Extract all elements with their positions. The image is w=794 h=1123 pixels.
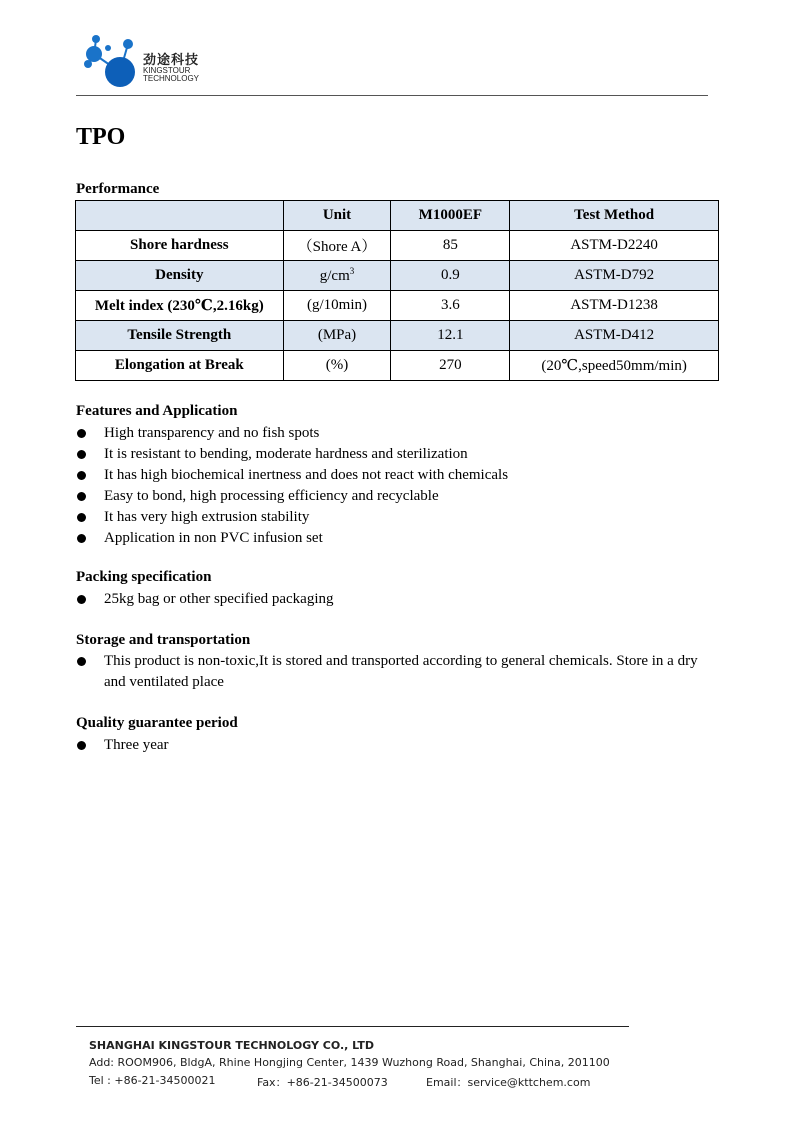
value-cell: 0.9	[391, 261, 510, 291]
list-item	[76, 589, 719, 610]
unit-superscript: 3	[349, 266, 355, 276]
page-title: TPO	[76, 124, 126, 150]
bullet-icon	[77, 429, 86, 438]
header-cell-unit: Unit	[283, 201, 391, 231]
footer-company-name: SHANGHAI KINGSTOUR TECHNOLOGY CO., LTD	[89, 1039, 374, 1052]
unit-base-text: g/cm	[319, 268, 350, 284]
property-cell: Density	[76, 261, 284, 291]
unit-cell: (%)	[283, 351, 391, 381]
list-item-text: 25kg bag or other specified packaging	[104, 591, 334, 607]
footer-address: Add: ROOM906, BldgA, Rhine Hongjing Center, 1439 Wuzhong Road, Shanghai, China, 201100	[89, 1056, 610, 1069]
list-item	[76, 465, 719, 486]
table-header-row	[76, 201, 719, 231]
storage-list	[76, 651, 719, 693]
quality-list	[76, 735, 719, 756]
performance-heading: Performance	[76, 181, 160, 197]
footer-email: Email：service@kttchem.com	[426, 1076, 591, 1089]
method-cell: ASTM-D412	[510, 321, 719, 351]
value-cell: 12.1	[391, 321, 510, 351]
unit-cell: (g/10min)	[283, 291, 391, 321]
bullet-icon	[77, 657, 86, 666]
list-item-text: Three year	[104, 737, 169, 753]
table-row	[76, 231, 719, 261]
property-cell: Melt index (230℃,2.16kg)	[76, 291, 284, 321]
value-cell: 3.6	[391, 291, 510, 321]
packing-heading: Packing specification	[76, 569, 212, 585]
features-heading: Features and Application	[76, 403, 238, 419]
header-cell-property	[76, 201, 284, 231]
logo-chinese-text: 劲途科技	[143, 53, 200, 68]
table-row	[76, 321, 719, 351]
list-item-text: It has very high extrusion stability	[104, 509, 310, 525]
footer-divider	[76, 1026, 629, 1027]
list-item-text: Easy to bond, high processing efficiency and recyclable	[104, 488, 439, 504]
footer-fax: Fax：+86-21-34500073	[257, 1076, 388, 1089]
molecule-logo-icon	[82, 32, 142, 92]
header-cell-test-method: Test Method	[510, 201, 719, 231]
value-cell: 85	[391, 231, 510, 261]
list-item	[76, 735, 719, 756]
list-item	[76, 528, 719, 549]
list-item-text: It is resistant to bending, moderate hardness and sterilization	[104, 446, 468, 462]
property-cell: Tensile Strength	[76, 321, 284, 351]
packing-list	[76, 589, 719, 610]
bullet-icon	[77, 595, 86, 604]
bullet-icon	[77, 450, 86, 459]
method-cell: ASTM-D2240	[510, 231, 719, 261]
bullet-icon	[77, 492, 86, 501]
storage-heading: Storage and transportation	[76, 632, 251, 648]
list-item	[76, 486, 719, 507]
method-cell: (20℃,speed50mm/min)	[510, 351, 719, 381]
property-cell: Shore hardness	[76, 231, 284, 261]
list-item	[76, 507, 719, 528]
list-item	[76, 444, 719, 465]
table-row	[76, 261, 719, 291]
list-item	[76, 651, 719, 693]
bullet-icon	[77, 471, 86, 480]
value-cell: 270	[391, 351, 510, 381]
header-cell-grade: M1000EF	[391, 201, 510, 231]
unit-cell: (MPa)	[283, 321, 391, 351]
bullet-icon	[77, 534, 86, 543]
property-cell: Elongation at Break	[76, 351, 284, 381]
table-row	[76, 291, 719, 321]
list-item-text: It has high biochemical inertness and does not react with chemicals	[104, 467, 509, 483]
method-cell: ASTM-D792	[510, 261, 719, 291]
list-item	[76, 423, 719, 444]
list-item-text: Application in non PVC infusion set	[104, 530, 323, 546]
quality-heading: Quality guarantee period	[76, 715, 238, 731]
unit-cell: （Shore A）	[283, 231, 391, 261]
table-row	[76, 351, 719, 381]
list-item-text: High transparency and no fish spots	[104, 425, 320, 441]
footer-tel: Tel : +86-21-34500021	[89, 1074, 216, 1087]
bullet-icon	[77, 513, 86, 522]
features-list	[76, 423, 719, 549]
list-item-text: This product is non-toxic,It is stored and transported according to general chemicals. Store in a dry and ventilated place	[104, 653, 698, 690]
unit-cell	[283, 261, 391, 291]
company-logo	[82, 32, 222, 92]
performance-table	[75, 200, 719, 381]
logo-english-line2: TECHNOLOGY	[143, 74, 200, 83]
logo-english-line1: KINGSTOUR	[143, 66, 191, 75]
header-divider	[76, 95, 708, 96]
bullet-icon	[77, 741, 86, 750]
method-cell: ASTM-D1238	[510, 291, 719, 321]
